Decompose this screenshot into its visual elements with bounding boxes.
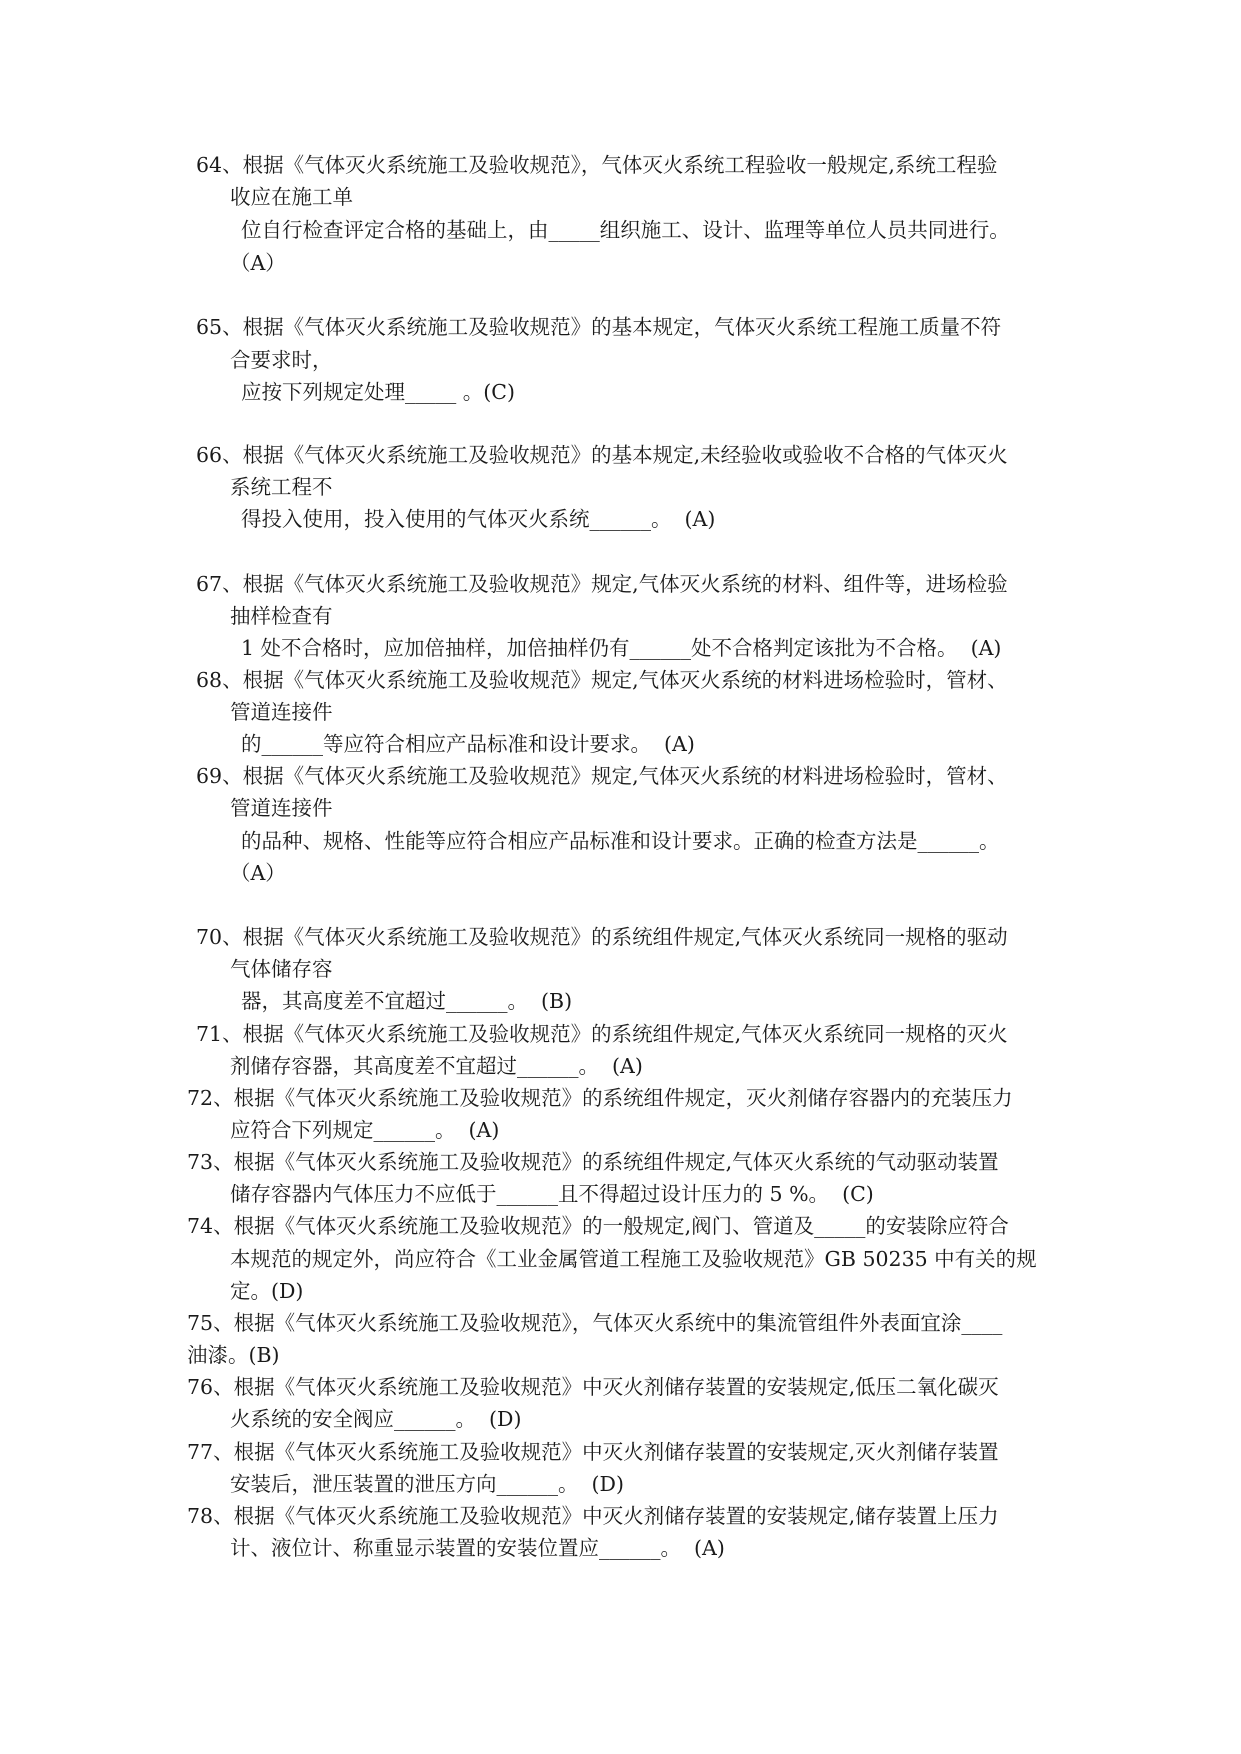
question-72-line-1: 72、根据《气体灭火系统施工及验收规范》的系统组件规定，灭火剂储存容器内的充装压力	[187, 1086, 1013, 1110]
question-64-line-3: 位自行检查评定合格的基础上，由_____组织施工、设计、监理等单位人员共同进行。	[241, 218, 1010, 242]
question-66-line-3: 得投入使用，投入使用的气体灭火系统______。 (A)	[241, 507, 716, 531]
question-69-line-2: 管道连接件	[230, 796, 333, 820]
question-73-line-2: 储存容器内气体压力不应低于______且不得超过设计压力的 5 %。 (C)	[230, 1182, 874, 1206]
question-70-line-2: 气体储存容	[230, 957, 333, 981]
question-75-line-2: 油漆。(B)	[187, 1343, 280, 1367]
question-69-line-1: 69、根据《气体灭火系统施工及验收规范》规定,气体灭火系统的材料进场检验时，管材、	[196, 764, 1008, 788]
question-78-line-1: 78、根据《气体灭火系统施工及验收规范》中灭火剂储存装置的安装规定,储存装置上压力	[187, 1504, 999, 1528]
question-74-line-1: 74、根据《气体灭火系统施工及验收规范》的一般规定,阀门、管道及_____的安装除应符合	[187, 1214, 1009, 1238]
question-76-line-1: 76、根据《气体灭火系统施工及验收规范》中灭火剂储存装置的安装规定,低压二氧化碳灭	[187, 1375, 999, 1399]
question-77-line-2: 安装后，泄压装置的泄压方向______。 (D)	[230, 1472, 624, 1496]
question-77-line-1: 77、根据《气体灭火系统施工及验收规范》中灭火剂储存装置的安装规定,灭火剂储存装置	[187, 1440, 999, 1464]
question-70-line-3: 器，其高度差不宜超过______。 (B)	[241, 989, 573, 1013]
question-67-line-1: 67、根据《气体灭火系统施工及验收规范》规定,气体灭火系统的材料、组件等，进场检验	[196, 572, 1008, 596]
question-73-line-1: 73、根据《气体灭火系统施工及验收规范》的系统组件规定,气体灭火系统的气动驱动装置	[187, 1150, 999, 1174]
question-70-line-1: 70、根据《气体灭火系统施工及验收规范》的系统组件规定,气体灭火系统同一规格的驱动	[196, 925, 1008, 949]
question-68-line-1: 68、根据《气体灭火系统施工及验收规范》规定,气体灭火系统的材料进场检验时，管材、	[196, 668, 1008, 692]
question-65-line-3: 应按下列规定处理_____ 。(C)	[241, 380, 515, 404]
question-66-line-1: 66、根据《气体灭火系统施工及验收规范》的基本规定,未经验收或验收不合格的气体灭火	[196, 443, 1008, 467]
question-78-line-2: 计、液位计、称重显示装置的安装位置应______。 (A)	[230, 1536, 725, 1560]
question-74-line-3: 定。(D)	[230, 1279, 304, 1303]
question-64-line-2: 收应在施工单	[230, 185, 353, 209]
question-71-line-1: 71、根据《气体灭火系统施工及验收规范》的系统组件规定,气体灭火系统同一规格的灭火	[196, 1022, 1008, 1046]
question-66-line-2: 系统工程不	[230, 475, 333, 499]
question-67-line-2: 抽样检查有	[230, 604, 333, 628]
question-64-line-1: 64、根据《气体灭火系统施工及验收规范》，气体灭火系统工程验收一般规定,系统工程验	[196, 153, 998, 177]
question-69-answer: （A）	[230, 861, 286, 885]
question-67-line-3: 1 处不合格时，应加倍抽样，加倍抽样仍有______处不合格判定该批为不合格。 (A)	[241, 636, 1002, 660]
question-76-line-2: 火系统的安全阀应______。 (D)	[230, 1407, 522, 1431]
question-68-line-2: 管道连接件	[230, 700, 333, 724]
question-69-line-3: 的品种、规格、性能等应符合相应产品标准和设计要求。正确的检查方法是______。	[241, 829, 1000, 853]
question-74-line-2: 本规范的规定外，尚应符合《工业金属管道工程施工及验收规范》GB 50235 中有关的规	[230, 1247, 1037, 1271]
question-71-line-2: 剂储存容器，其高度差不宜超过______。 (A)	[230, 1054, 643, 1078]
question-65-line-2: 合要求时，	[230, 348, 333, 372]
question-68-line-3: 的______等应符合相应产品标准和设计要求。 (A)	[241, 732, 695, 756]
question-65-line-1: 65、根据《气体灭火系统施工及验收规范》的基本规定，气体灭火系统工程施工质量不符	[196, 315, 1002, 339]
question-64-answer: （A）	[230, 251, 286, 275]
question-72-line-2: 应符合下列规定______。 (A)	[230, 1118, 500, 1142]
question-75-line-1: 75、根据《气体灭火系统施工及验收规范》，气体灭火系统中的集流管组件外表面宜涂____	[187, 1311, 1003, 1335]
